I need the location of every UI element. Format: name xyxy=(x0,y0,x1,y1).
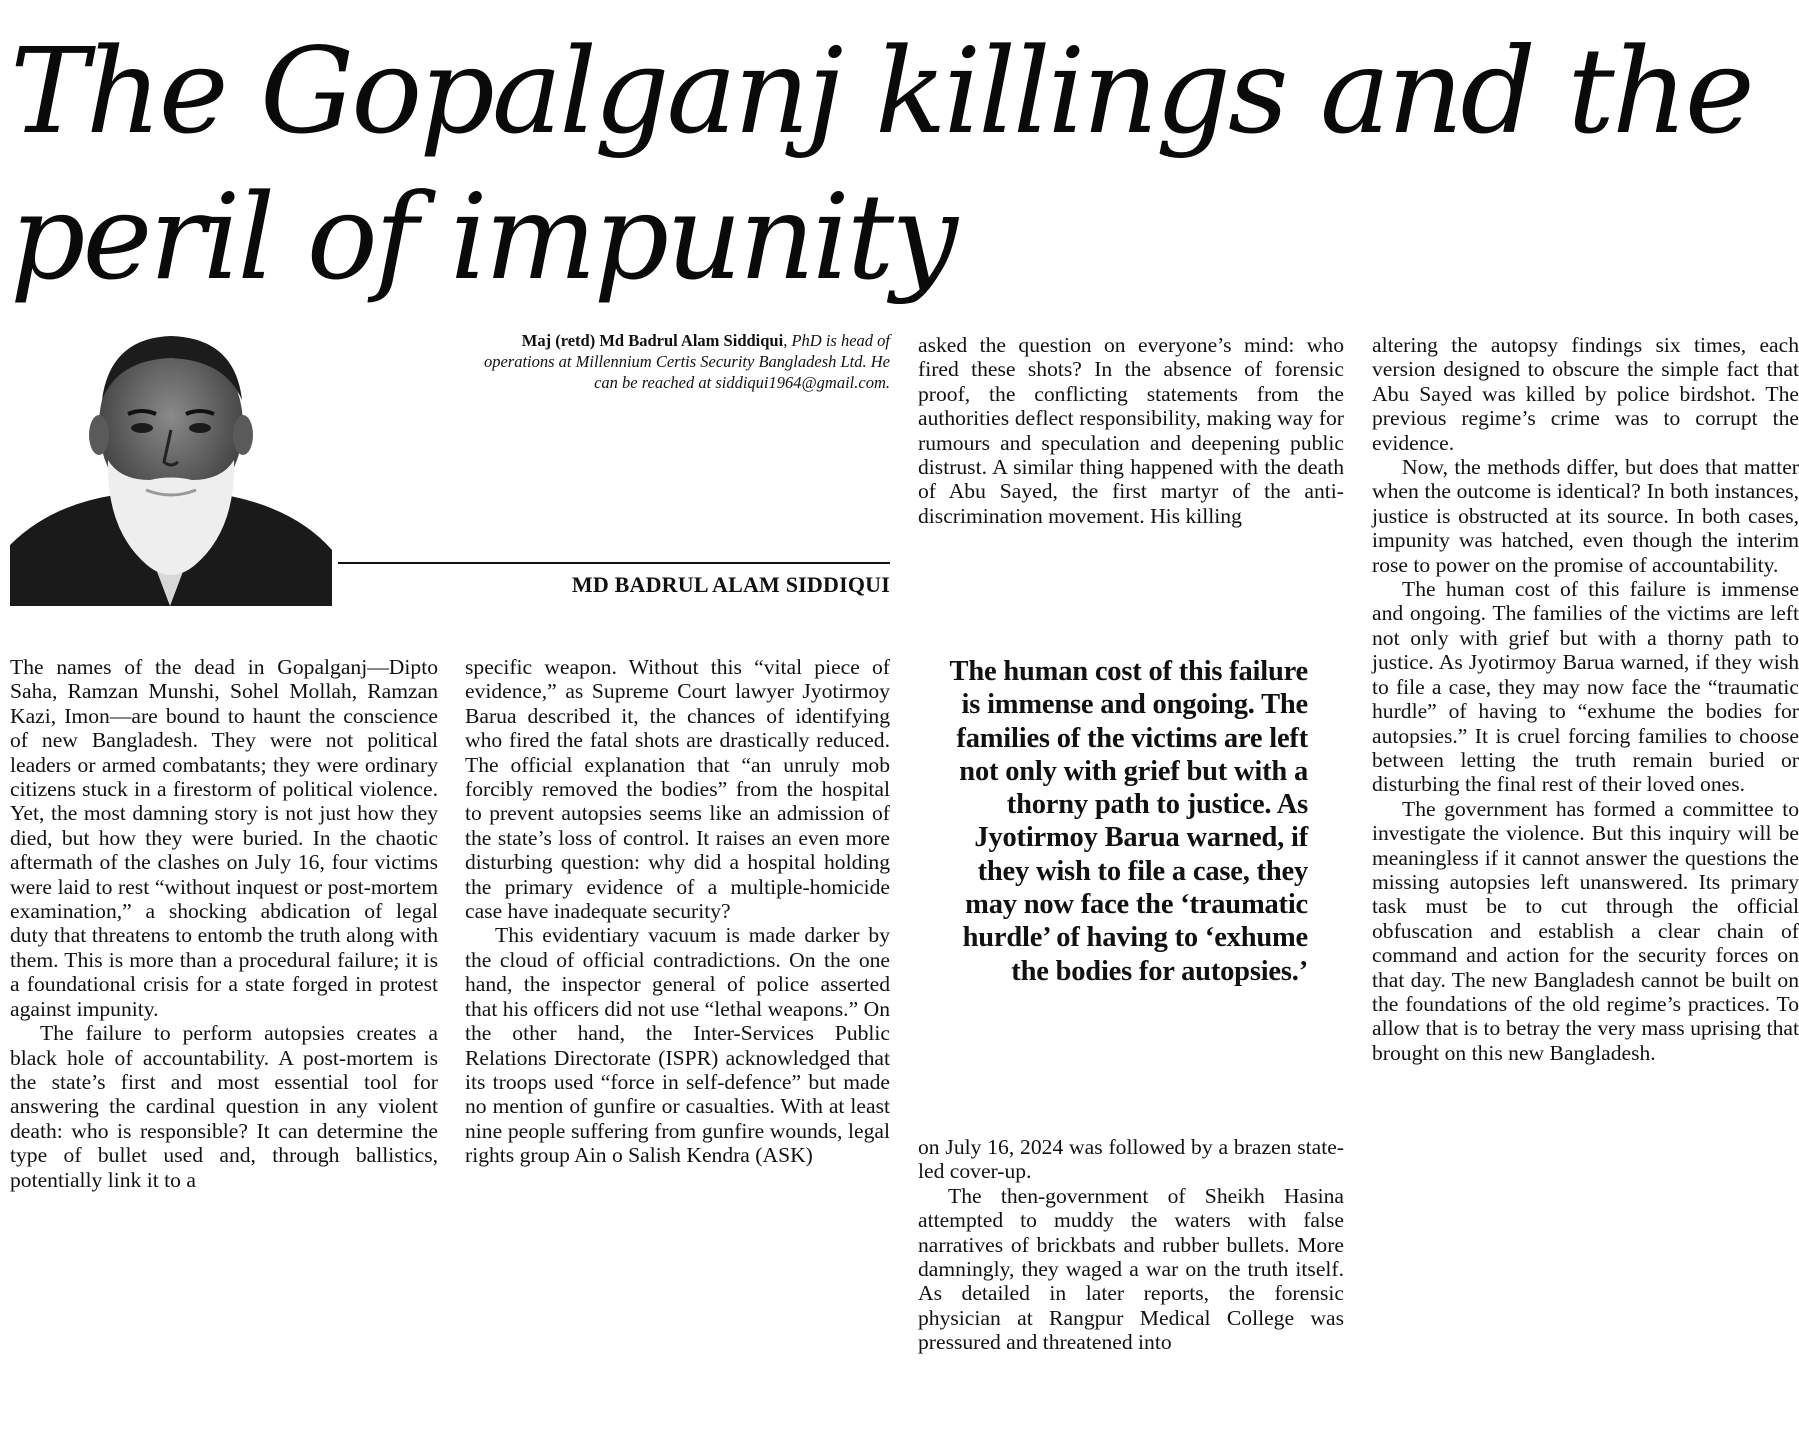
paragraph: asked the question on everyone’s mind: who fired these shots? In the absence of forensic proof, the conflicting statements from the authorities deflect responsibility, making way for rumours and speculation and deepening public distrust. A similar thing happened with the death of Abu Sayed, the first martyr of the anti-discrimination movement. His killing xyxy=(918,333,1344,528)
article-column-1 xyxy=(10,655,438,1192)
article-column-4 xyxy=(1372,333,1799,1065)
paragraph: The names of the dead in Gopalganj—Dipto Saha, Ramzan Munshi, Sohel Mollah, Ramzan Kazi, Imon—are bound to haunt the conscience of new Bangladesh. They were not political leaders or armed combatants; they were ordinary citizens stuck in a firestorm of political violence. Yet, the most damning story is not just how they died, but how they were buried. In the chaotic aftermath of the clashes on July 16, four victims were laid to rest “without inquest or post-mortem examination,” a shocking abdication of legal duty that threatens to entomb the truth along with them. This is more than a procedural failure; it is a foundational crisis for a state forged in protest against impunity. xyxy=(10,655,438,1021)
author-bio xyxy=(470,330,890,393)
pull-quote: The human cost of this failure is immense and ongoing. The families of the victims are left not only with grief but with a thorny path to justice. As Jyotirmoy Barua warned, if they wish to file a case, they may now face the ‘traumatic hurdle’ of having to ‘exhume the bodies for autopsies.’ xyxy=(949,656,1308,987)
paragraph: The human cost of this failure is immense and ongoing. The families of the victims are left not only with grief but with a thorny path to justice. As Jyotirmoy Barua warned, if they wish to file a case, they may now face the “traumatic hurdle” of having to “exhume the bodies for autopsies.” It is cruel forcing families to choose between letting the truth remain buried or disturbing the final rest of their loved ones. xyxy=(1372,577,1799,797)
article-column-3-bottom xyxy=(918,1135,1344,1355)
author-photo xyxy=(10,330,332,606)
paragraph: The government has formed a committee to investigate the violence. But this inquiry will be meaningless if it cannot answer the questions the missing autopsies left unanswered. Its primary task must be to cut through the official obfuscation and establish a clear chain of command and action for the security forces on that day. The new Bangladesh cannot be built on the foundations of the old regime’s practices. To allow that is to betray the very mass uprising that brought on this new Bangladesh. xyxy=(1372,796,1799,1065)
headline: The Gopalganj killings and the peril of impunity xyxy=(10,22,1752,306)
paragraph: Now, the methods differ, but does that matter when the outcome is identical? In both instances, justice is obstructed at its source. In both cases, impunity was hatched, even though the interim rose to power on the promise of accountability. xyxy=(1372,455,1799,577)
author-portrait-icon xyxy=(10,330,332,606)
paragraph: altering the autopsy findings six times, each version designed to obscure the simple fact that Abu Sayed was killed by police birdshot. The previous regime’s crime was to corrupt the evidence. xyxy=(1372,333,1799,455)
article-column-3-top xyxy=(918,333,1344,528)
author-bio-name: Maj (retd) Md Badrul Alam Siddiqui xyxy=(521,331,784,350)
paragraph: specific weapon. Without this “vital piece of evidence,” as Supreme Court lawyer Jyotirmoy Barua described it, the chances of identifying who fired the fatal shots are drastically reduced. The official explanation that “an unruly mob forcibly removed the bodies” from the hospital to prevent autopsies seems like an admission of the state’s loss of control. It raises an even more disturbing question: why did a hospital holding the primary evidence of a multiple-homicide case have inadequate security? xyxy=(465,655,890,924)
paragraph: The then-government of Sheikh Hasina attempted to muddy the waters with false narratives of brickbats and rubber bullets. More damningly, they waged a war on the truth itself. As detailed in later reports, the forensic physician at Rangpur Medical College was pressured and threatened into xyxy=(918,1183,1344,1355)
paragraph: This evidentiary vacuum is made darker by the cloud of official contradictions. On the one hand, the inspector general of police asserted that his officers did not use “lethal weapons.” On the other hand, the Inter-Services Public Relations Directorate (ISPR) acknowledged that its troops used “force in self-defence” but made no mention of gunfire or casualties. With at least nine people suffering from gunfire wounds, legal rights group Ain o Salish Kendra (ASK) xyxy=(465,923,890,1168)
paragraph: The failure to perform autopsies creates a black hole of accountability. A post-mortem is the state’s first and most essential tool for answering the cardinal question in any violent death: who is responsible? It can determine the type of bullet used and, through ballistics, potentially link it to a xyxy=(10,1021,438,1192)
byline: MD BADRUL ALAM SIDDIQUI xyxy=(571,572,890,597)
article-column-2 xyxy=(465,655,890,1168)
byline-rule xyxy=(338,562,890,564)
author-bio-text: , PhD is head of operations at Millennium Certis Security Bangladesh Ltd. He can be reached at siddiqui1964@gmail.com. xyxy=(483,331,890,392)
paragraph: on July 16, 2024 was followed by a brazen state-led cover-up. xyxy=(918,1135,1344,1184)
